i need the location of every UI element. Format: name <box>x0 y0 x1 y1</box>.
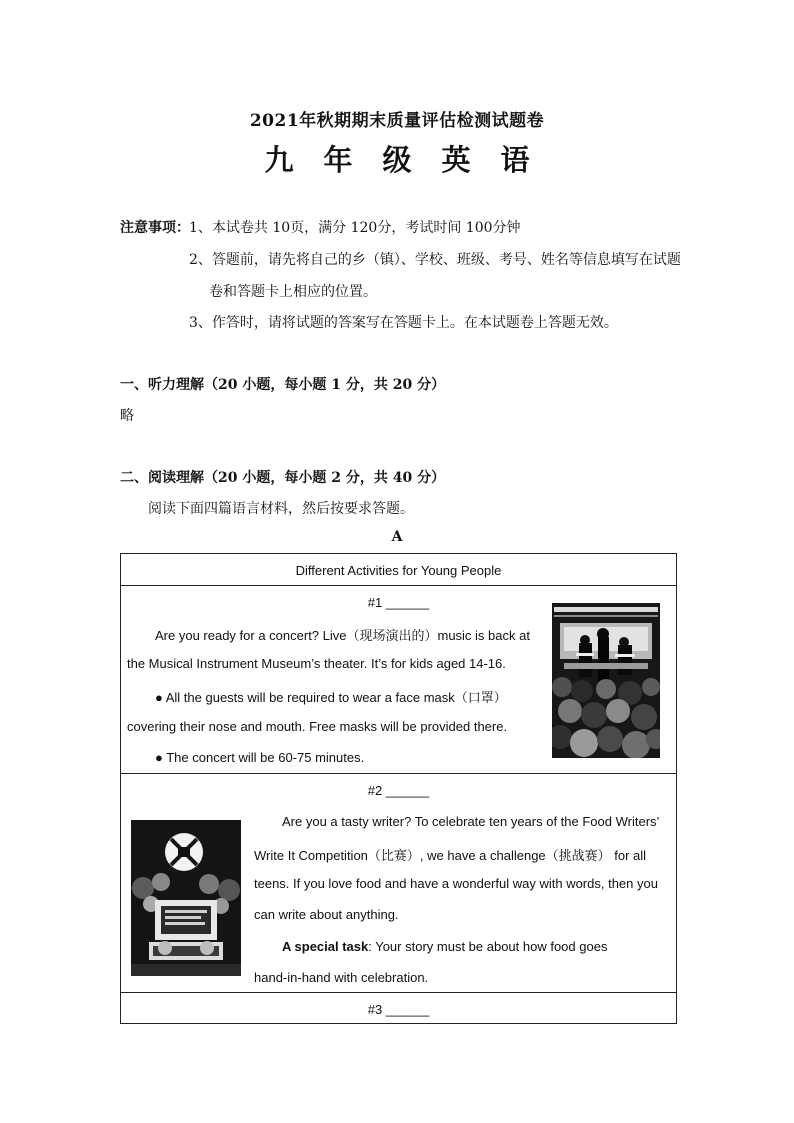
item-1-line-1: Are you ready for a concert? Live（现场演出的）music is back at <box>155 628 530 643</box>
item-2-number: #2 ______ <box>367 783 430 798</box>
item-2-line-4: can write about anything. <box>254 907 399 922</box>
section-2-instruction: 阅读下面四篇语言材料，然后按要求答题。 <box>148 501 414 517</box>
item-1-line-5: ● The concert will be 60-75 minutes. <box>155 750 365 765</box>
note-item-1: 1、本试卷共 10页，满分 120分，考试时间 100分钟 <box>189 220 521 236</box>
table-divider <box>121 992 676 993</box>
note-item-3: 3、作答时，请将试题的答案写在答题卡上。在本试题卷上答题无效。 <box>189 315 618 331</box>
section-1-heading: 一、听力理解（20 小题，每小题 1 分，共 20 分） <box>120 377 446 393</box>
item-1-line-2: the Musical Instrument Museum’s theater. It’s for kids aged 14-16. <box>127 656 506 671</box>
item-1-number: #1 ______ <box>367 595 430 610</box>
special-task-text: : Your story must be about how food goes <box>368 939 608 954</box>
food-writer-image-art <box>131 820 241 976</box>
table-divider <box>121 773 676 774</box>
item-2-line-6: hand-in-hand with celebration. <box>254 970 429 985</box>
item-2-line-3: teens. If you love food and have a wonderful way with words, then you <box>254 876 658 891</box>
section-2-heading: 二、阅读理解（20 小题，每小题 2 分，共 40 分） <box>120 470 446 486</box>
note-item-2-line-1: 2、答题前，请先将自己的乡（镇）、学校、班级、考号、姓名等信息填写在试题 <box>189 252 681 268</box>
item-3-number: #3 ______ <box>367 1002 430 1017</box>
notes-label: 注意事项： <box>120 220 190 236</box>
activities-table <box>120 553 677 1024</box>
food-writer-image <box>131 820 241 976</box>
table-title: Different Activities for Young People <box>295 563 502 578</box>
concert-photo-art <box>552 603 660 758</box>
subject-title: 九年级英语 <box>264 143 560 177</box>
special-task-label: A special task <box>282 939 369 954</box>
concert-photo <box>552 603 660 758</box>
table-divider <box>121 585 676 586</box>
item-2-line-5 <box>282 939 607 954</box>
item-1-line-4: covering their nose and mouth. Free masks will be provided there. <box>127 719 508 734</box>
passage-label: A <box>391 529 403 545</box>
section-1-body: 略 <box>120 408 134 424</box>
note-item-2-line-2: 卷和答题卡上相应的位置。 <box>209 284 377 300</box>
exam-title: 2021年秋期期末质量评估检测试题卷 <box>249 111 545 131</box>
item-1-line-3: ● All the guests will be required to wear a face mask（口罩） <box>155 690 507 705</box>
item-2-line-1: Are you a tasty writer? To celebrate ten years of the Food Writers’ <box>282 814 660 829</box>
item-2-line-2: Write It Competition（比赛）, we have a challenge（挑战赛） for all <box>254 848 647 863</box>
